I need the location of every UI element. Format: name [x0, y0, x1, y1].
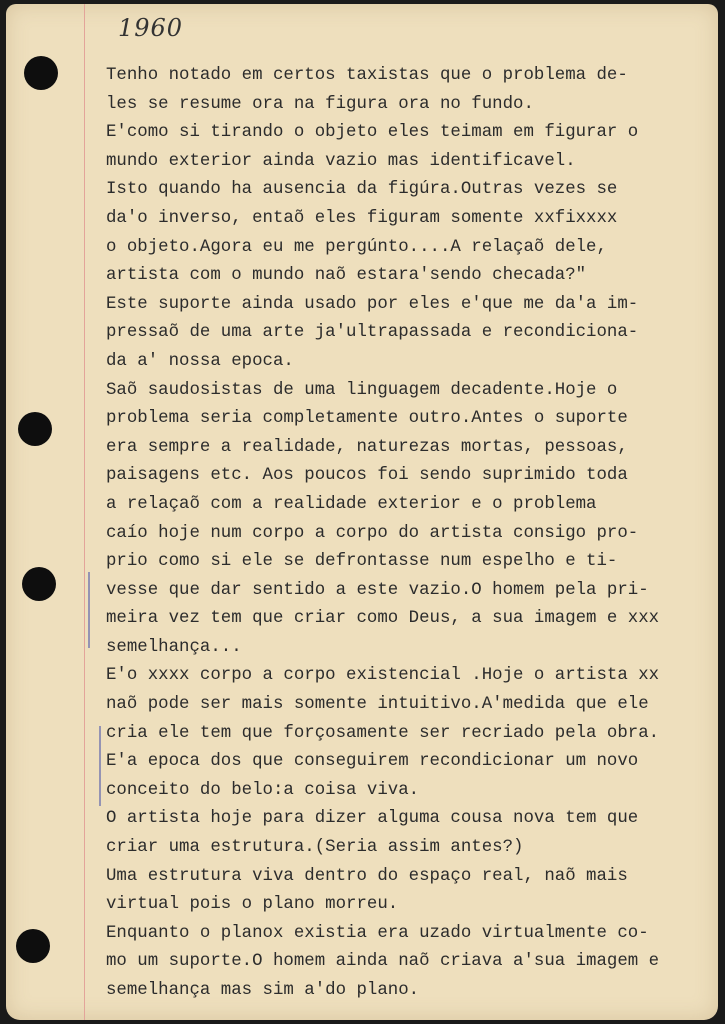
pencil-margin-mark-2: [99, 726, 101, 806]
text-line: conceito do belo:a coisa viva.: [106, 780, 420, 800]
text-line: Enquanto o planox existia era uzado virtualmente co-: [106, 923, 649, 943]
punch-hole-4: [16, 929, 50, 963]
text-line: da a' nossa epoca.: [106, 351, 294, 371]
text-line: virtual pois o plano morreu.: [106, 895, 399, 915]
typewritten-text: [106, 62, 718, 1006]
text-line: vesse que dar sentido a este vazio.O homem pela pri-: [106, 580, 649, 600]
text-line: a relaçaõ com a realidade exterior e o problema: [106, 494, 597, 514]
text-line: Saõ saudosistas de uma linguagem decadente.Hoje o: [106, 380, 618, 400]
text-line: Este suporte ainda usado por eles e'que me da'a im-: [106, 294, 639, 314]
text-line: criar uma estrutura.(Seria assim antes?): [106, 838, 524, 858]
pencil-margin-mark-1: [88, 572, 90, 648]
text-line: O artista hoje para dizer alguma cousa nova tem que: [106, 809, 639, 829]
text-line: mo um suporte.O homem ainda naõ criava a'sua imagem e: [106, 952, 660, 972]
punch-hole-2: [18, 412, 52, 446]
text-line: Isto quando ha ausencia da figúra.Outras vezes se: [106, 180, 618, 200]
text-line: artista com o mundo naõ estara'sendo checada?": [106, 266, 587, 286]
text-line: E'a epoca dos que conseguirem recondicionar um novo: [106, 752, 639, 772]
text-line: semelhança...: [106, 637, 242, 657]
text-line: era sempre a realidade, naturezas mortas, pessoas,: [106, 437, 628, 457]
margin-line: [84, 4, 85, 1020]
text-line: cria ele tem que forçosamente ser recriado pela obra.: [106, 723, 660, 743]
notebook-page: [6, 4, 718, 1020]
text-line: paisagens etc. Aos poucos foi sendo suprimido toda: [106, 466, 628, 486]
text-line: les se resume ora na figura ora no fundo.: [106, 94, 534, 114]
handwritten-year: 1960: [118, 14, 184, 42]
text-line: da'o inverso, entaõ eles figuram somente xxfixxxx: [106, 208, 618, 228]
text-line: E'o xxxx corpo a corpo existencial .Hoje o artista xx: [106, 666, 660, 686]
text-line: o objeto.Agora eu me pergúnto....A relaçaõ dele,: [106, 237, 607, 257]
text-line: mundo exterior ainda vazio mas identificavel.: [106, 151, 576, 171]
text-line: problema seria completamente outro.Antes o suporte: [106, 409, 628, 429]
text-line: pressaõ de uma arte ja'ultrapassada e recondiciona-: [106, 323, 639, 343]
text-line: Tenho notado em certos taxistas que o problema de-: [106, 66, 628, 85]
text-line: Uma estrutura viva dentro do espaço real, naõ mais: [106, 866, 628, 886]
text-line: semelhança mas sim a'do plano.: [106, 981, 420, 1000]
punch-hole-1: [24, 56, 58, 90]
punch-hole-3: [22, 567, 56, 601]
text-line: prio como si ele se defrontasse num espelho e ti-: [106, 552, 618, 572]
text-line: E'como si tirando o objeto eles teimam em figurar o: [106, 123, 639, 143]
text-line: caío hoje num corpo a corpo do artista consigo pro-: [106, 523, 639, 543]
text-line: naõ pode ser mais somente intuitivo.A'medida que ele: [106, 695, 649, 715]
text-line: meira vez tem que criar como Deus, a sua imagem e xxx: [106, 609, 660, 629]
